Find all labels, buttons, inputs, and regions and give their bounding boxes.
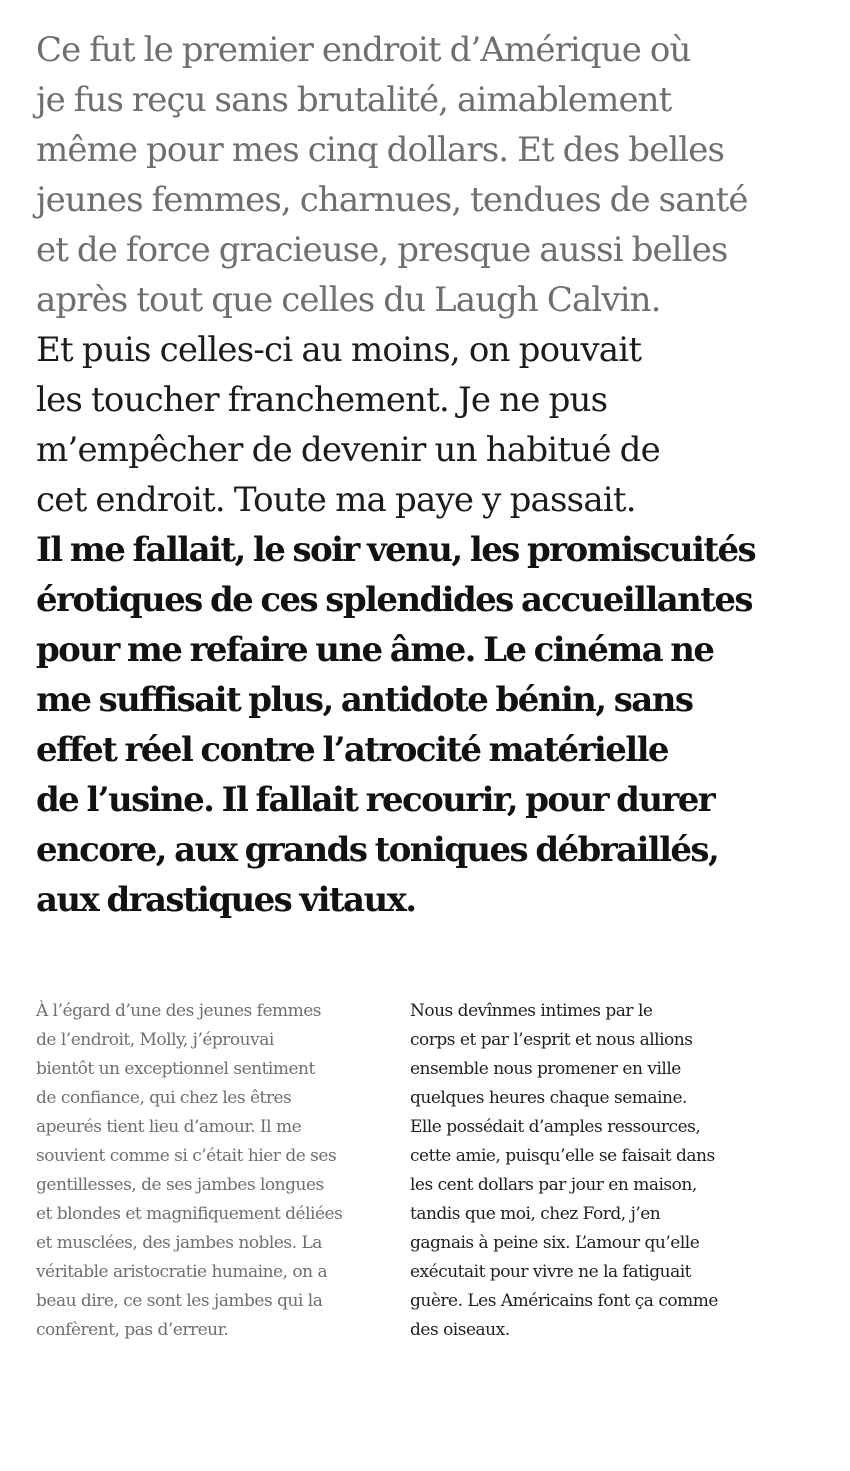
paragraph-line: même pour mes cinq dollars. Et des belles — [36, 130, 725, 170]
column-line: souvient comme si c’était hier de ses — [36, 1146, 337, 1166]
column-line: guère. Les Américains font ça comme — [410, 1291, 718, 1311]
column-line: gagnais à peine six. L’amour qu’elle — [410, 1233, 700, 1253]
column-line: des oiseaux. — [410, 1320, 510, 1340]
column-line: Elle possédait d’amples ressources, — [410, 1117, 701, 1137]
column-line: beau dire, ce sont les jambes qui la — [36, 1291, 323, 1311]
column-line: gentillesses, de ses jambes longues — [36, 1175, 324, 1195]
column-line: quelques heures chaque semaine. — [410, 1088, 687, 1108]
paragraph-line: érotiques de ces splendides accueillantes — [36, 580, 752, 620]
paragraph-regular — [36, 325, 836, 525]
column-left — [36, 997, 342, 1345]
paragraph-bold — [36, 525, 836, 925]
column-line: À l’égard d’une des jeunes femmes — [36, 1001, 322, 1021]
paragraph-line: aux drastiques vitaux. — [36, 880, 416, 920]
paragraph-line: pour me refaire une âme. Le cinéma ne — [36, 630, 714, 670]
column-line: de l’endroit, Molly, j’éprouvai — [36, 1030, 274, 1050]
column-line: cette amie, puisqu’elle se faisait dans — [410, 1146, 715, 1166]
column-line: ensemble nous promener en ville — [410, 1059, 681, 1079]
paragraph-line: Et puis celles-ci au moins, on pouvait — [36, 330, 642, 370]
column-line: corps et par l’esprit et nous allions — [410, 1030, 693, 1050]
column-line: véritable aristocratie humaine, on a — [36, 1262, 328, 1282]
paragraph-line: Ce fut le premier endroit d’Amérique où — [36, 30, 691, 70]
paragraph-line: cet endroit. Toute ma paye y passait. — [36, 480, 636, 520]
column-line: et blondes et magnifiquement déliées — [36, 1204, 343, 1224]
paragraph-light — [36, 25, 836, 325]
paragraph-line: jeunes femmes, charnues, tendues de santé — [36, 180, 748, 220]
column-line: apeurés tient lieu d’amour. Il me — [36, 1117, 302, 1137]
paragraph-line: de l’usine. Il fallait recourir, pour durer — [36, 780, 715, 820]
column-line: et musclées, des jambes nobles. La — [36, 1233, 322, 1253]
paragraph-line: après tout que celles du Laugh Calvin. — [36, 280, 661, 320]
column-line: les cent dollars par jour en maison, — [410, 1175, 697, 1195]
column-line: de confiance, qui chez les êtres — [36, 1088, 292, 1108]
paragraph-line: me suffisait plus, antidote bénin, sans — [36, 680, 693, 720]
column-line: bientôt un exceptionnel sentiment — [36, 1059, 315, 1079]
paragraph-line: m’empêcher de devenir un habitué de — [36, 430, 660, 470]
column-right — [410, 997, 718, 1345]
paragraph-line: effet réel contre l’atrocité matérielle — [36, 730, 668, 770]
paragraph-line: et de force gracieuse, presque aussi belles — [36, 230, 728, 270]
paragraph-line: je fus reçu sans brutalité, aimablement — [36, 80, 672, 120]
column-line: Nous devînmes intimes par le — [410, 1001, 653, 1021]
column-line: confèrent, pas d’erreur. — [36, 1320, 229, 1340]
column-line: exécutait pour vivre ne la fatiguait — [410, 1262, 691, 1282]
paragraph-line: Il me fallait, le soir venu, les promiscuités — [36, 530, 756, 570]
paragraph-line: encore, aux grands toniques débraillés, — [36, 830, 719, 870]
column-line: tandis que moi, chez Ford, j’en — [410, 1204, 661, 1224]
paragraph-line: les toucher franchement. Je ne pus — [36, 380, 608, 420]
